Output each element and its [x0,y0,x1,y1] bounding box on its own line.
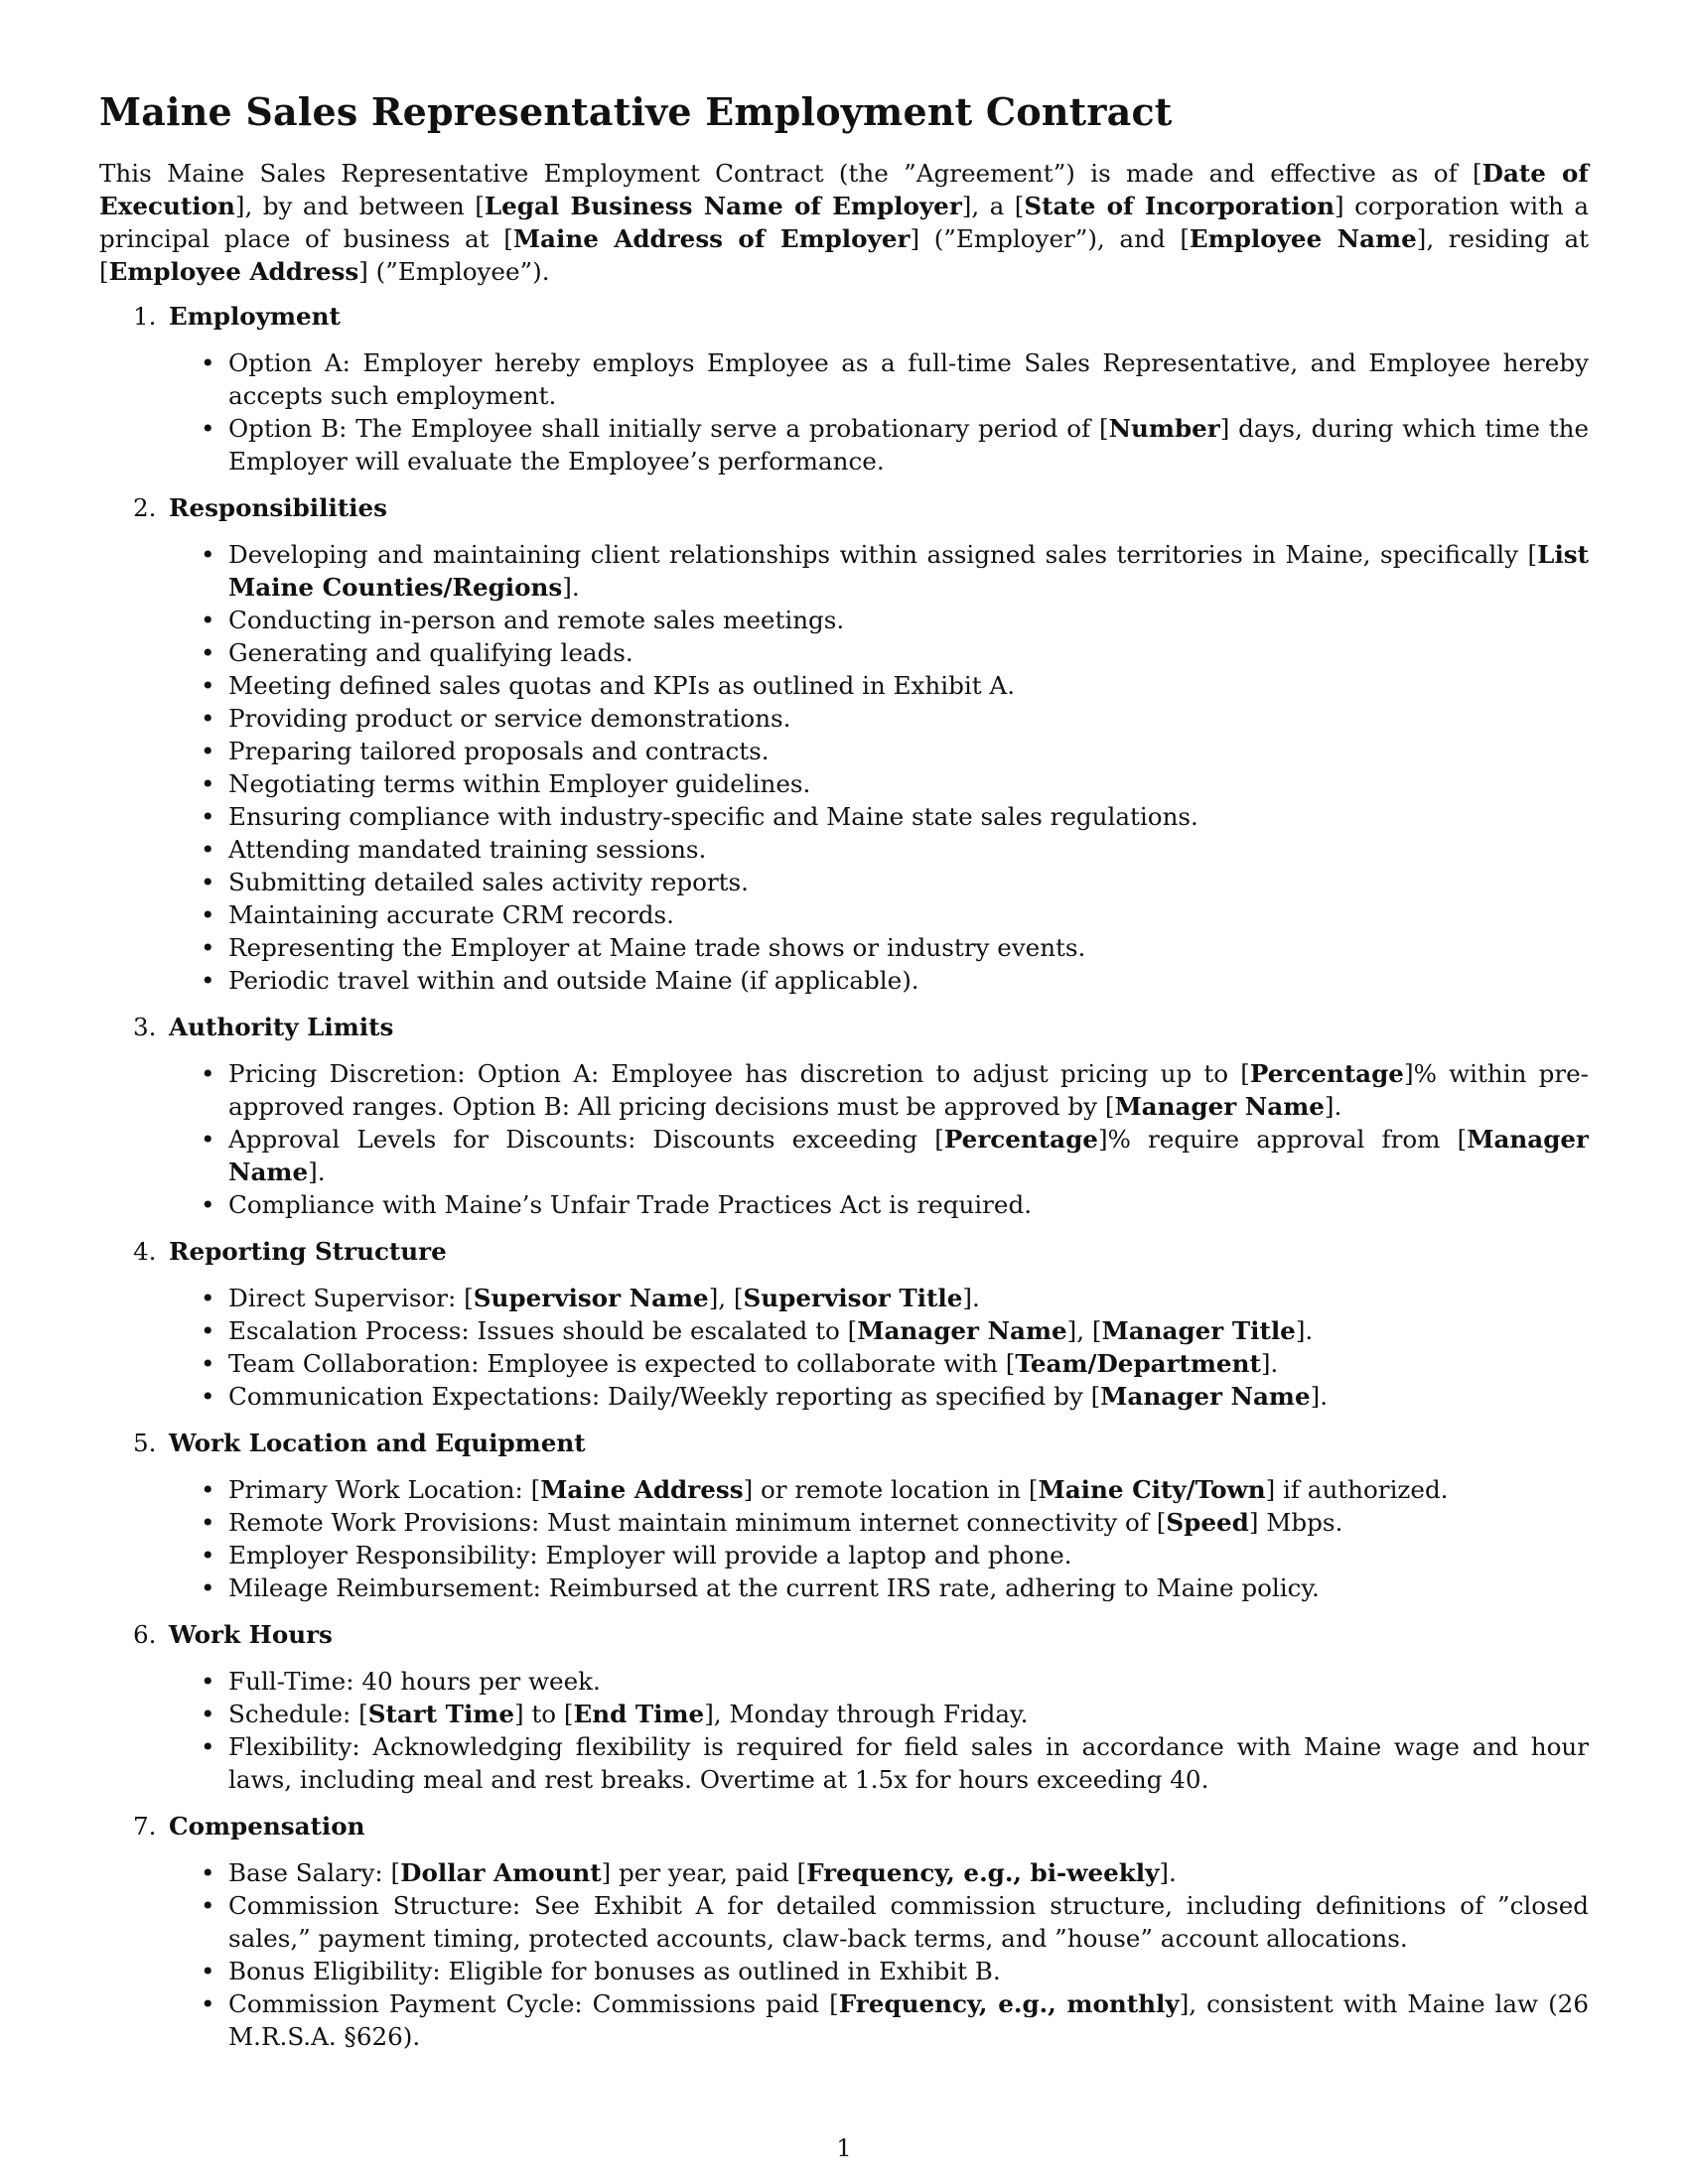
list-item [169,1123,1589,1188]
list-item [169,866,1589,898]
placeholder-field: Manager Title [1101,1316,1296,1345]
section-title: Work Hours [169,1620,333,1649]
text-run: ] if authorized. [1265,1475,1449,1504]
placeholder-field: Employee Name [1189,224,1417,253]
list-item [169,1987,1589,2053]
bullet-icon: • [201,1382,215,1411]
text-run: Representing the Employer at Maine trade shows or industry events. [228,933,1086,962]
text-run: Escalation Process: Issues should be escalated to [ [228,1316,858,1345]
text-run: ] (”Employer”), and [ [910,224,1190,253]
text-run: Direct Supervisor: [ [228,1284,474,1312]
text-run: ] or remote location in [ [743,1475,1039,1504]
list-item [169,1698,1589,1730]
bullet-icon: • [201,737,215,765]
list-item [169,412,1589,478]
placeholder-field: State of Incorporation [1024,192,1336,220]
list-item [169,538,1589,604]
text-run: This Maine Sales Representative Employment Contract (the ”Agreement”) is made and effective as of [99,159,1474,188]
text-run: ], residing at [ [99,224,1589,286]
list-item [169,1539,1589,1571]
section-2 [99,491,1589,997]
text-run: ]% require approval from [ [1097,1125,1468,1154]
placeholder-field: End Time [573,1700,705,1728]
text-run: Commission Structure: See Exhibit A for detailed commission structure, including definitions of ”closed sales,” payment timing, protected accounts, claw-back terms, and ”house” account allocations. [228,1891,1589,1953]
bullet-icon: • [201,540,215,569]
bullet-icon: • [201,802,215,831]
section-items [169,1473,1589,1604]
placeholder-field: Maine City/Town [1038,1475,1266,1504]
section-title: Reporting Structure [169,1237,447,1266]
text-run: Providing product or service demonstrations. [228,704,791,733]
placeholder-field: Manager Name [1114,1092,1325,1121]
placeholder-field: Speed [1166,1508,1249,1537]
list-item [169,702,1589,735]
placeholder-field: Team/Department [1015,1349,1261,1378]
section-number: 4. [133,1237,157,1266]
bullet-icon: • [201,933,215,962]
text-run: Conducting in-person and remote sales meetings. [228,606,845,634]
text-run: Pricing Discretion: Option A: Employee has discretion to adjust pricing up to [ [228,1059,1250,1088]
text-run: Commission Payment Cycle: Commissions paid [ [228,1989,839,2018]
list-item [169,1506,1589,1539]
list-item [169,1889,1589,1955]
text-run: ] corporation with a principal place of business at [ [99,192,1590,253]
list-item [169,800,1589,833]
text-run: Generating and qualifying leads. [228,638,633,667]
document-title: Maine Sales Representative Employment Contract [99,89,1173,134]
text-run: Compliance with Maine’s Unfair Trade Practices Act is required. [228,1190,1033,1219]
section-number: 2. [133,493,157,522]
text-run: ]. [1260,1349,1279,1378]
list-item [169,1282,1589,1314]
section-number: 6. [133,1620,157,1649]
bullet-icon: • [201,1475,215,1504]
bullet-icon: • [201,1125,215,1154]
text-run: Full-Time: 40 hours per week. [228,1667,601,1696]
section-number: 5. [133,1429,157,1457]
text-run: ], by and between [ [234,192,485,220]
text-run: ]. [1310,1382,1329,1411]
list-item [169,931,1589,964]
placeholder-field: Dollar Amount [400,1858,602,1887]
bullet-icon: • [201,638,215,667]
list-item [169,735,1589,767]
placeholder-field: Manager Name [857,1316,1067,1345]
list-item [169,833,1589,866]
placeholder-field: Start Time [367,1700,514,1728]
placeholder-field: Number [1108,414,1220,443]
text-run: ]. [1295,1316,1314,1345]
section-number: 7. [133,1812,157,1841]
text-run: Negotiating terms within Employer guidelines. [228,769,811,798]
text-run: Option B: The Employee shall initially serve a probationary period of [ [228,414,1109,443]
section-title: Responsibilities [169,493,388,522]
bullet-icon: • [201,1858,215,1887]
list-item [169,1057,1589,1123]
bullet-icon: • [201,1316,215,1345]
text-run: Preparing tailored proposals and contracts. [228,737,770,765]
list-item [169,1347,1589,1380]
bullet-icon: • [201,1541,215,1570]
text-run: Employer Responsibility: Employer will provide a laptop and phone. [228,1541,1072,1570]
bullet-icon: • [201,1508,215,1537]
text-run: Primary Work Location: [ [228,1475,541,1504]
text-run: Schedule: [ [228,1700,368,1728]
list-item [169,1188,1589,1221]
text-run: ]. [1324,1092,1342,1121]
text-run: Flexibility: Acknowledging flexibility is required for field sales in accordance with Maine wage and hour laws, including meal and rest breaks. Overtime at 1.5x for hours exceeding 40. [228,1732,1589,1794]
placeholder-field: Frequency, e.g., bi-weekly [806,1858,1160,1887]
list-item [169,767,1589,800]
list-item [169,1856,1589,1889]
bullet-icon: • [201,1284,215,1312]
bullet-icon: • [201,671,215,700]
list-item [169,1571,1589,1604]
section-items [169,1665,1589,1796]
section-list [99,300,1589,2053]
section-title: Work Location and Equipment [169,1429,586,1457]
text-run: ] days, during which time the Employer will evaluate the Employee’s performance. [228,414,1590,476]
text-run: ], [ [708,1284,744,1312]
bullet-icon: • [201,414,215,443]
bullet-icon: • [201,1957,215,1985]
section-6 [99,1618,1589,1796]
list-item [169,346,1589,412]
placeholder-field: Supervisor Name [473,1284,709,1312]
bullet-icon: • [201,704,215,733]
bullet-icon: • [201,835,215,864]
bullet-icon: • [201,1190,215,1219]
list-item [169,1314,1589,1347]
text-run: Remote Work Provisions: Must maintain minimum internet connectivity of [ [228,1508,1167,1537]
placeholder-field: Frequency, e.g., monthly [838,1989,1180,2018]
bullet-icon: • [201,1573,215,1602]
text-run: ] to [ [513,1700,574,1728]
list-item [169,669,1589,702]
text-run: ], consistent with Maine law (26 M.R.S.A. §626). [228,1989,1589,2051]
bullet-icon: • [201,868,215,896]
section-5 [99,1427,1589,1604]
text-run: ], a [ [961,192,1025,220]
list-item [169,636,1589,669]
text-run: Communication Expectations: Daily/Weekly reporting as specified by [ [228,1382,1101,1411]
text-run: Attending mandated training sessions. [228,835,707,864]
placeholder-field: Date of Execution [99,159,1589,220]
list-item [169,964,1589,997]
bullet-icon: • [201,1989,215,2018]
text-run: Bonus Eligibility: Eligible for bonuses as outlined in Exhibit B. [228,1957,1001,1985]
section-number: 3. [133,1013,157,1041]
text-run: Meeting defined sales quotas and KPIs as outlined in Exhibit A. [228,671,1016,700]
bullet-icon: • [201,348,215,377]
bullet-icon: • [201,1349,215,1378]
text-run: Maintaining accurate CRM records. [228,900,674,929]
text-run: Mileage Reimbursement: Reimbursed at the current IRS rate, adhering to Maine policy. [228,1573,1320,1602]
bullet-icon: • [201,1732,215,1761]
text-run: Submitting detailed sales activity reports. [228,868,749,896]
section-items [169,1282,1589,1413]
text-run: Ensuring compliance with industry-specific and Maine state sales regulations. [228,802,1198,831]
text-run: Periodic travel within and outside Maine (if applicable). [228,966,919,995]
section-3 [99,1011,1589,1221]
text-run: ]% within pre-approved ranges. Option B: All pricing decisions must be approved by [ [228,1059,1589,1121]
text-run: Base Salary: [ [228,1858,401,1887]
list-item [169,604,1589,636]
bullet-icon: • [201,966,215,995]
list-item [169,1955,1589,1987]
placeholder-field: Legal Business Name of Employer [484,192,962,220]
bullet-icon: • [201,606,215,634]
placeholder-field: Percentage [943,1125,1098,1154]
text-run: Approval Levels for Discounts: Discounts exceeding [ [228,1125,944,1154]
bullet-icon: • [201,1667,215,1696]
bullet-icon: • [201,1059,215,1088]
section-title: Compensation [169,1812,365,1841]
page-number: 1 [836,2134,852,2162]
text-run: ], Monday through Friday. [704,1700,1029,1728]
section-items [169,1856,1589,2053]
section-items [169,538,1589,997]
list-item [169,1380,1589,1413]
text-run: ]. [962,1284,980,1312]
placeholder-field: Manager Name [1100,1382,1311,1411]
placeholder-field: Employee Address [108,257,359,286]
section-title: Employment [169,302,341,331]
text-run: ]. [562,573,580,602]
section-title: Authority Limits [169,1013,394,1041]
intro-paragraph [99,157,1589,288]
placeholder-field: Percentage [1249,1059,1404,1088]
text-run: Option A: Employer hereby employs Employee as a full-time Sales Representative, and Employee hereby accepts such employment. [228,348,1589,410]
list-item [169,1473,1589,1506]
bullet-icon: • [201,1700,215,1728]
bullet-icon: • [201,769,215,798]
section-number: 1. [133,302,157,331]
placeholder-field: Manager Name [228,1125,1589,1186]
placeholder-field: List Maine Counties/Regions [228,540,1589,602]
text-run: Developing and maintaining client relationships within assigned sales territories in Maine, specifically [ [228,540,1538,569]
list-item [169,898,1589,931]
section-items [169,346,1589,478]
section-7 [99,1810,1589,2053]
placeholder-field: Maine Address of Employer [512,224,911,253]
bullet-icon: • [201,1891,215,1920]
list-item [169,1665,1589,1698]
placeholder-field: Maine Address [540,1475,744,1504]
text-run: ], [ [1066,1316,1102,1345]
text-run: [ [1473,159,1482,188]
text-run: Team Collaboration: Employee is expected to collaborate with [ [228,1349,1016,1378]
document-body [99,87,1589,2067]
section-1 [99,300,1589,478]
text-run: ]. [308,1158,326,1186]
text-run: ]. [1159,1858,1177,1887]
text-run: ] per year, paid [ [601,1858,807,1887]
list-item [169,1730,1589,1796]
bullet-icon: • [201,900,215,929]
placeholder-field: Supervisor Title [743,1284,963,1312]
text-run: ] Mbps. [1248,1508,1343,1537]
section-4 [99,1235,1589,1413]
section-items [169,1057,1589,1221]
text-run: ] (”Employee”). [358,257,550,286]
